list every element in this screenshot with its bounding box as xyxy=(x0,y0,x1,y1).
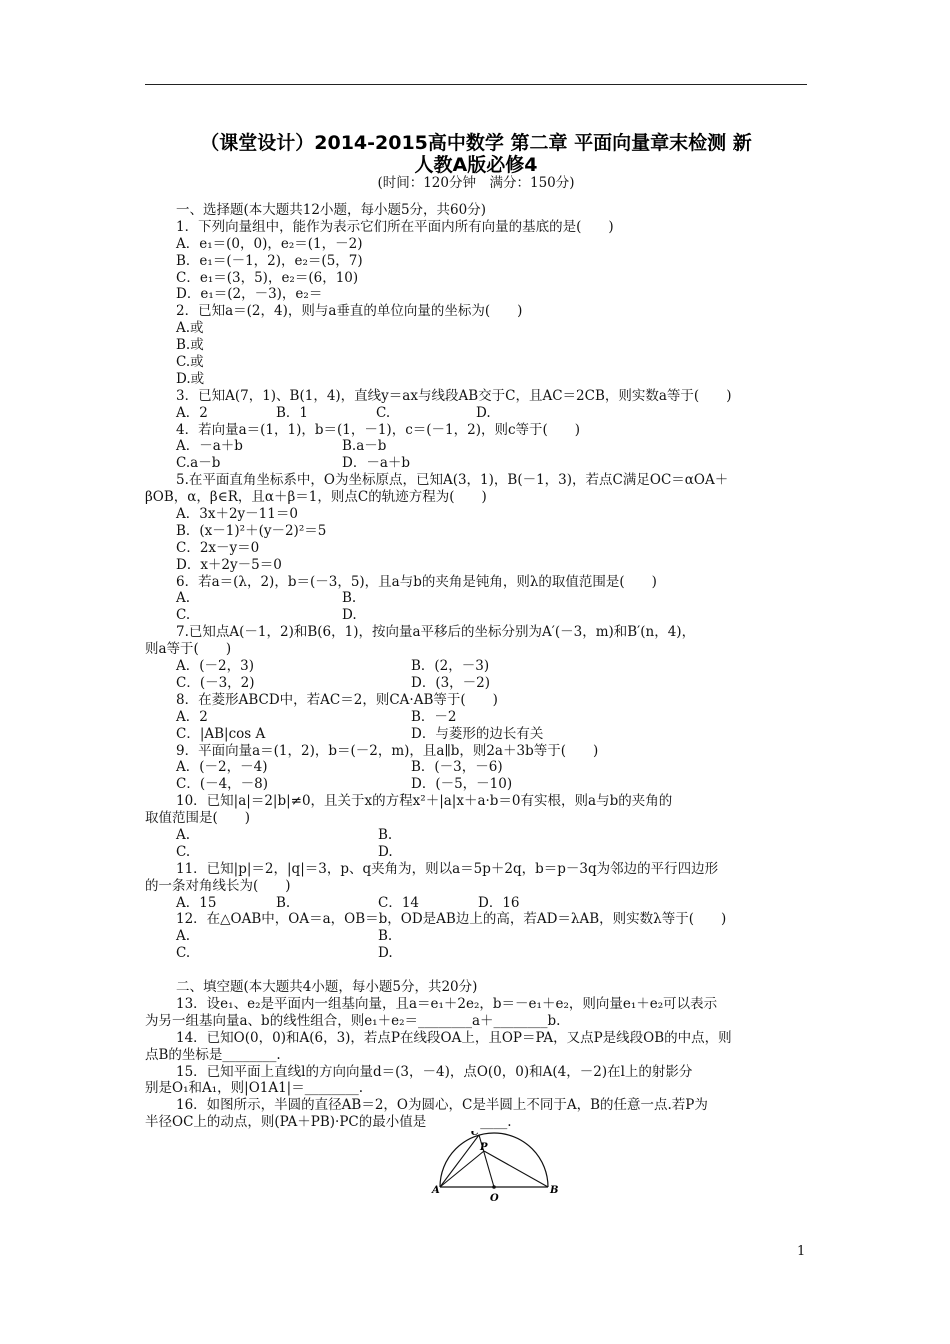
answer-option: B. xyxy=(378,826,393,843)
answer-option: D．－a＋b xyxy=(342,455,411,472)
question-line: 14．已知O(0，0)和A(6，3)，若点P在线段OA上，且OP＝PA，又点P是线段OB的中点，则 xyxy=(176,1029,732,1046)
answer-option: B．(2，－3) xyxy=(411,658,490,675)
semicircle-diagram xyxy=(176,1131,816,1213)
answer-options xyxy=(176,236,816,253)
question-line: 10．已知|a|＝2|b|≠0，且关于x的方程x²＋|a|x＋a·b＝0有实根，则a与b的夹角的 xyxy=(176,793,673,810)
answer-option: B．(－3，－6) xyxy=(411,759,503,776)
label-C: C xyxy=(471,1131,479,1139)
answer-options xyxy=(176,607,816,624)
question-line-continued: 为另一组基向量a、b的线性组合，则e₁＋e₂＝________a＋________b. xyxy=(145,1012,561,1029)
answer-option: B．e₁＝(－1，2)，e₂＝(5，7) xyxy=(176,252,363,269)
answer-options xyxy=(176,253,816,270)
answer-option: D．16 xyxy=(478,894,520,911)
answer-option: A．15 xyxy=(176,894,217,911)
answer-option: A．e₁＝(0，0)，e₂＝(1，－2) xyxy=(176,235,363,252)
answer-option: D．(－5，－10) xyxy=(411,776,513,793)
section-gap xyxy=(176,962,816,979)
answer-options xyxy=(176,540,816,557)
answer-option: B．－2 xyxy=(411,708,457,725)
question-line: 7.已知点A(－1，2)和B(6，1)，按向量a平移后的坐标分别为A′(－3，m)和B′(n，4)， xyxy=(176,624,696,641)
answer-options xyxy=(176,557,816,574)
label-A: A xyxy=(432,1185,440,1197)
answer-options xyxy=(176,590,816,607)
answer-options xyxy=(176,945,816,962)
question-line-continued: 取值范围是( ) xyxy=(145,810,251,827)
answer-option: C．|AB|cos A xyxy=(176,725,266,742)
answer-option: C．14 xyxy=(378,894,420,911)
semicircle-figure xyxy=(176,1131,816,1213)
answer-option: A．(－2，－4) xyxy=(176,759,268,776)
answer-option: A. xyxy=(176,590,191,607)
question-line: 11．已知|p|＝2，|q|＝3，p、q夹角为，则以a＝5p＋2q，b＝p－3q为邻边的平行四边形 xyxy=(176,860,719,877)
answer-options xyxy=(176,523,816,540)
answer-option: A．2 xyxy=(176,404,208,421)
answer-option: C. xyxy=(376,404,391,421)
answer-option: A．3x＋2y－11＝0 xyxy=(176,506,298,523)
top-rule xyxy=(145,84,807,85)
answer-options xyxy=(176,270,816,287)
answer-option: B.a－b xyxy=(342,438,387,455)
question-line: 12．在△OAB中，OA＝a，OB＝b，OD是AB边上的高，若AD＝λAB，则实数λ等于( ) xyxy=(176,911,727,928)
question-line: 8．在菱形ABCD中，若AC＝2，则CA·AB等于( ) xyxy=(176,691,498,708)
question-line-continued: βOB，α，β∈R，且α＋β＝1，则点C的轨迹方程为( ) xyxy=(145,489,487,506)
answer-options xyxy=(176,709,816,726)
answer-option: C．(－4，－8) xyxy=(176,776,269,793)
answer-option: A. xyxy=(176,928,191,945)
answer-options xyxy=(176,337,816,354)
answer-option: D．(3，－2) xyxy=(411,674,491,691)
answer-option: C.a－b xyxy=(176,455,221,472)
answer-option: D. xyxy=(342,607,357,624)
answer-option: D. xyxy=(378,945,393,962)
answer-option: C．(－3，2) xyxy=(176,674,255,691)
question-line: 15．已知平面上直线l的方向向量d＝(3，－4)，点O(0，0)和A(4，－2)在l上的射影分 xyxy=(176,1063,693,1080)
question-line: 一、选择题(本大题共12小题，每小题5分，共60分) xyxy=(176,202,486,218)
exam-time-and-score: (时间：120分钟 满分：150分) xyxy=(377,175,575,191)
question-line-continued: 别是O₁和A₁，则|O1A1|＝________. xyxy=(145,1080,364,1097)
answer-options xyxy=(176,320,816,337)
answer-option: B. xyxy=(342,590,357,607)
answer-options xyxy=(176,405,816,422)
question-line: 13．设e₁、e₂是平面内一组基向量，且a＝e₁＋2e₂，b＝－e₁＋e₂，则向量e₁＋e₂可以表示 xyxy=(176,995,718,1012)
answer-option: D.或 xyxy=(176,370,205,387)
answer-options xyxy=(176,844,816,861)
answer-options xyxy=(176,438,816,455)
question-line: 6．若a＝(λ，2)，b＝(－3，5)，且a与b的夹角是钝角，则λ的取值范围是( ) xyxy=(176,573,657,590)
answer-option: C. xyxy=(176,607,191,624)
question-line: 9．平面向量a＝(1，2)，b＝(－2，m)，且a∥b，则2a＋3b等于( ) xyxy=(176,742,599,759)
question-line-continued: 半径OC上的动点，则(PA＋PB)·PC的最小值是 ____. xyxy=(145,1114,512,1131)
document-title-continued: 人教A版必修4 xyxy=(414,154,538,176)
question-line: 3．已知A(7，1)、B(1，4)，直线y＝ax与线段AB交于C，且AC＝2CB，则实数a等于( ) xyxy=(176,387,732,404)
page-number: 1 xyxy=(797,1244,806,1259)
answer-option: D. xyxy=(476,404,491,421)
answer-options xyxy=(176,895,816,912)
answer-option: B. xyxy=(276,894,291,911)
answer-option: D．x＋2y－5＝0 xyxy=(176,556,282,573)
answer-options xyxy=(176,759,816,776)
question-line-continued: 的一条对角线长为( ) xyxy=(145,877,291,894)
answer-option: C.或 xyxy=(176,354,204,371)
question-line: 1．下列向量组中，能作为表示它们所在平面内所有向量的基底的是( ) xyxy=(176,218,614,235)
question-line: 二、填空题(本大题共4小题，每小题5分，共20分) xyxy=(176,979,478,996)
question-line: 2．已知a＝(2，4)，则与a垂直的单位向量的坐标为( ) xyxy=(176,303,523,320)
answer-options xyxy=(176,726,816,743)
answer-options xyxy=(176,658,816,675)
question-line-continued: 则a等于( ) xyxy=(145,641,232,658)
answer-option: B．(x－1)²＋(y－2)²＝5 xyxy=(176,522,327,539)
answer-option: A．2 xyxy=(176,708,208,725)
answer-options xyxy=(176,776,816,793)
answer-option: D．与菱形的边长有关 xyxy=(411,725,544,742)
label-B: B xyxy=(550,1185,559,1197)
answer-options xyxy=(176,455,816,472)
answer-option: A. xyxy=(176,826,191,843)
answer-options xyxy=(176,371,816,388)
answer-option: A．(－2，3) xyxy=(176,658,254,675)
answer-option: B．1 xyxy=(276,404,309,421)
answer-options xyxy=(176,354,816,371)
answer-options xyxy=(176,506,816,523)
question-line: 4．若向量a＝(1，1)，b＝(1，－1)，c＝(－1，2)，则c等于( ) xyxy=(176,421,581,438)
answer-option: D. xyxy=(378,843,393,860)
answer-option: C. xyxy=(176,945,191,962)
answer-option: B. xyxy=(378,928,393,945)
question-line: 16．如图所示，半圆的直径AB＝2，O为圆心，C是半圆上不同于A，B的任意一点.若P为 xyxy=(176,1097,708,1114)
question-line-continued: 点B的坐标是________. xyxy=(145,1046,281,1063)
label-P: P xyxy=(480,1142,488,1154)
answer-options xyxy=(176,286,816,303)
exam-body xyxy=(145,202,816,1213)
answer-option: A.或 xyxy=(176,320,204,337)
answer-option: C．e₁＝(3，5)，e₂＝(6，10) xyxy=(176,269,359,286)
answer-options xyxy=(176,675,816,692)
answer-option: C. xyxy=(176,843,191,860)
answer-option: B.或 xyxy=(176,337,204,354)
question-line: 5.在平面直角坐标系中，O为坐标原点，已知A(3，1)，B(－1，3)，若点C满足OC＝αOA＋ xyxy=(176,472,729,489)
answer-option: C．2x－y＝0 xyxy=(176,539,260,556)
answer-option: D．e₁＝(2，－3)，e₂＝ xyxy=(176,286,323,303)
answer-option: A．－a＋b xyxy=(176,438,243,455)
answer-options xyxy=(176,827,816,844)
answer-options xyxy=(176,928,816,945)
document-title: （课堂设计）2014-2015高中数学 第二章 平面向量章末检测 新 xyxy=(200,132,752,154)
label-O: O xyxy=(490,1193,499,1205)
